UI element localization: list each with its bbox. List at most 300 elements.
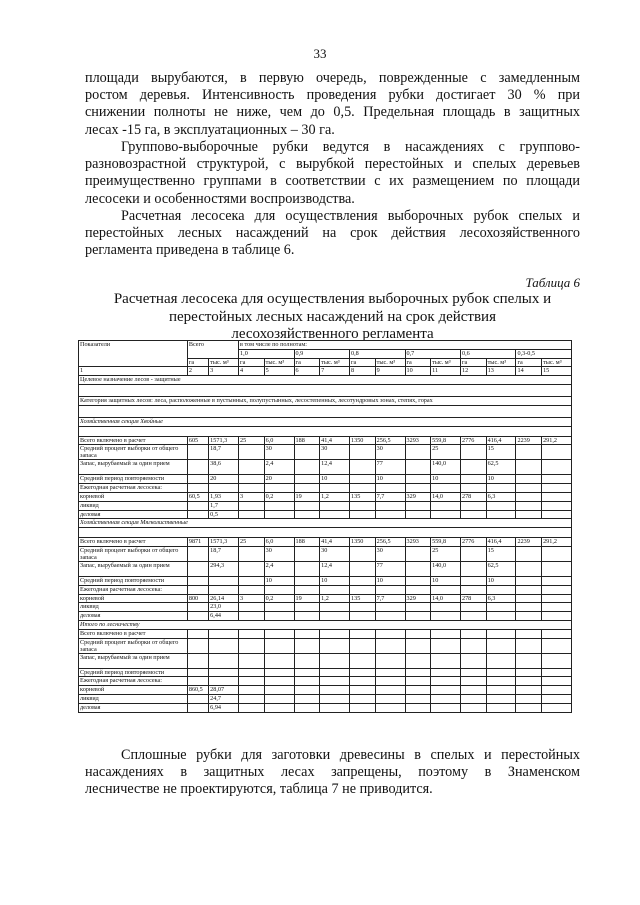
- table-cell: [516, 677, 542, 686]
- table-cell: 25: [431, 445, 461, 460]
- table-cell: [187, 445, 208, 460]
- paragraph-2: [85, 139, 580, 208]
- table-cell: 23,0: [209, 603, 239, 612]
- row-label: Ежегодная расчетная лесосека:: [79, 677, 188, 686]
- table-cell: [187, 703, 208, 712]
- table-cell: 2776: [460, 436, 486, 445]
- table-cell: [516, 484, 542, 493]
- table-cell: [294, 686, 320, 695]
- table-cell: [431, 694, 461, 703]
- table-cell: [294, 460, 320, 475]
- spacer-cell: [79, 384, 572, 396]
- column-number: 3: [209, 367, 239, 376]
- table-cell: [486, 677, 516, 686]
- table-cell: 1,93: [209, 492, 239, 501]
- table-cell: [375, 612, 405, 621]
- table-row: [79, 510, 572, 519]
- table-cell: [375, 694, 405, 703]
- table-row: [79, 653, 572, 668]
- table-cell: [542, 561, 572, 576]
- table-cell: [542, 629, 572, 638]
- table-header-row: [79, 341, 572, 350]
- table-cell: [264, 501, 294, 510]
- table-row: [79, 376, 572, 385]
- table-cell: [320, 484, 350, 493]
- table-cell: [460, 445, 486, 460]
- row-label: Средний процент выборки от общего запаса: [79, 638, 188, 653]
- table-cell: [405, 638, 431, 653]
- table-cell: 800: [187, 594, 208, 603]
- table-cell: [350, 585, 376, 594]
- row-label: корневой: [79, 594, 188, 603]
- table-cell: [264, 686, 294, 695]
- table-cell: 6,44: [209, 612, 239, 621]
- header-unit-cubic: тыс. м³: [209, 358, 239, 367]
- table-row: [79, 445, 572, 460]
- table-cell: [239, 677, 265, 686]
- table-cell: 0,2: [264, 492, 294, 501]
- table-cell: [294, 510, 320, 519]
- table-cell: 3: [239, 492, 265, 501]
- table-cell: [294, 546, 320, 561]
- table-cell: [431, 668, 461, 677]
- table-cell: 1571,3: [209, 538, 239, 547]
- header-unit-ha: га: [516, 358, 542, 367]
- table-cell: 10: [375, 475, 405, 484]
- table-cell: 135: [350, 594, 376, 603]
- table-cell: [239, 445, 265, 460]
- table-title: [85, 291, 580, 344]
- table-cell: [209, 629, 239, 638]
- table-cell: [405, 546, 431, 561]
- column-number: 5: [264, 367, 294, 376]
- table-cell: [516, 703, 542, 712]
- purpose-cell: Целевое назначение лесов - защитные: [79, 376, 572, 385]
- table-cell: [516, 603, 542, 612]
- table-cell: [350, 576, 376, 585]
- table-cell: 278: [460, 492, 486, 501]
- header-unit-cubic: тыс. м³: [486, 358, 516, 367]
- table-cell: [542, 475, 572, 484]
- table-colnum-row: [79, 367, 572, 376]
- table-cell: 291,2: [542, 436, 572, 445]
- table-cell: 2239: [516, 436, 542, 445]
- table-cell: [460, 703, 486, 712]
- row-label: корневой: [79, 686, 188, 695]
- table-cell: 1571,3: [209, 436, 239, 445]
- header-unit-cubic: тыс. м³: [375, 358, 405, 367]
- table-cell: [460, 501, 486, 510]
- header-density: 0,9: [294, 349, 349, 358]
- table-cell: 3: [239, 594, 265, 603]
- table-cell: [209, 638, 239, 653]
- table-row: [79, 426, 572, 436]
- table-cell: [294, 445, 320, 460]
- table-cell: [350, 460, 376, 475]
- text-line: снижении полноты не ниже, чем до 0,5. Предельная площадь в защитных: [85, 104, 580, 121]
- table-cell: [542, 694, 572, 703]
- table-cell: [431, 703, 461, 712]
- table-cell: 6,0: [264, 436, 294, 445]
- text-line: Группово-выборочные рубки ведутся в насаждениях с группово-: [121, 139, 580, 155]
- table-cell: 77: [375, 561, 405, 576]
- table-cell: 30: [264, 445, 294, 460]
- header-unit-ha: га: [405, 358, 431, 367]
- table-cell: [542, 510, 572, 519]
- row-label: Всего включено в расчет: [79, 436, 188, 445]
- row-label: Ежегодная расчетная лесосека:: [79, 585, 188, 594]
- header-density: 1,0: [239, 349, 294, 358]
- table-cell: [405, 694, 431, 703]
- table-cell: 1,7: [209, 501, 239, 510]
- row-label: Всего включено в расчет: [79, 629, 188, 638]
- table-cell: 416,4: [486, 538, 516, 547]
- table-cell: [516, 510, 542, 519]
- column-number: 2: [187, 367, 208, 376]
- table-cell: [320, 668, 350, 677]
- table-title-line: лесохозяйственного регламента: [231, 326, 434, 342]
- table-cell: [542, 492, 572, 501]
- table-cell: [350, 546, 376, 561]
- table-cell: [350, 638, 376, 653]
- table-cell: [431, 653, 461, 668]
- table-cell: [431, 501, 461, 510]
- table-cell: [375, 677, 405, 686]
- table-cell: [187, 546, 208, 561]
- table-cell: [542, 594, 572, 603]
- table-cell: 15: [486, 445, 516, 460]
- table-cell: [320, 653, 350, 668]
- text-line: Сплошные рубки для заготовки древесины в спелых и перестойных: [121, 747, 580, 763]
- table-row: [79, 612, 572, 621]
- table-row: [79, 492, 572, 501]
- table-cell: [350, 484, 376, 493]
- table-cell: [405, 501, 431, 510]
- table-cell: [294, 576, 320, 585]
- table-cell: [405, 510, 431, 519]
- table-cell: 256,5: [375, 538, 405, 547]
- table-cell: [460, 603, 486, 612]
- table-cell: [320, 510, 350, 519]
- table-cell: [294, 475, 320, 484]
- table-cell: 62,5: [486, 561, 516, 576]
- table-cell: [516, 576, 542, 585]
- table-cell: 1350: [350, 436, 376, 445]
- row-label: ликвид: [79, 694, 188, 703]
- table-cell: [431, 603, 461, 612]
- table-cell: [239, 561, 265, 576]
- table-cell: 559,8: [431, 436, 461, 445]
- table-cell: [460, 510, 486, 519]
- table-row: [79, 629, 572, 638]
- table-cell: [187, 612, 208, 621]
- table-cell: [542, 585, 572, 594]
- table-cell: [516, 460, 542, 475]
- table-cell: [350, 501, 376, 510]
- column-number: 12: [460, 367, 486, 376]
- column-number: 11: [431, 367, 461, 376]
- spacer-cell: [79, 528, 572, 538]
- table-cell: [294, 484, 320, 493]
- table-cell: [405, 668, 431, 677]
- table-row: [79, 436, 572, 445]
- spacer-cell: [79, 405, 572, 417]
- table-row: [79, 475, 572, 484]
- table-cell: [460, 546, 486, 561]
- section-title: Хозяйственная секция Мягколиственные: [79, 519, 572, 528]
- paragraph-3: [85, 208, 580, 260]
- table-cell: [187, 561, 208, 576]
- row-label: Запас, вырубаемый за один прием: [79, 653, 188, 668]
- table-cell: [405, 612, 431, 621]
- text-line: преимущественно группами в соответствии с их размещением по площади: [85, 173, 580, 190]
- table-cell: [187, 484, 208, 493]
- table-row: [79, 703, 572, 712]
- table-cell: [460, 585, 486, 594]
- header-unit-ha: га: [350, 358, 376, 367]
- table-cell: [486, 484, 516, 493]
- table-cell: [320, 638, 350, 653]
- table-cell: 559,8: [431, 538, 461, 547]
- table-row: [79, 677, 572, 686]
- table-cell: 18,7: [209, 546, 239, 561]
- table-cell: 329: [405, 594, 431, 603]
- table-cell: [486, 653, 516, 668]
- table-cell: [187, 668, 208, 677]
- table-cell: [405, 585, 431, 594]
- table-cell: [350, 629, 376, 638]
- table-cell: 10: [320, 475, 350, 484]
- table-cell: [350, 475, 376, 484]
- table-cell: [375, 668, 405, 677]
- table-cell: [431, 484, 461, 493]
- table-cell: 188: [294, 436, 320, 445]
- table-cell: [264, 603, 294, 612]
- table-cell: [239, 629, 265, 638]
- row-label: Средний процент выборки от общего запаса: [79, 445, 188, 460]
- table-cell: [542, 501, 572, 510]
- table-row: [79, 384, 572, 396]
- table-cell: [405, 576, 431, 585]
- table-cell: 2239: [516, 538, 542, 547]
- table-cell: [209, 653, 239, 668]
- text-line: перестойных лесных насаждений на срок действия лесохозяйственного: [85, 225, 580, 242]
- table-cell: [431, 686, 461, 695]
- table-cell: [375, 703, 405, 712]
- table-cell: 188: [294, 538, 320, 547]
- text-line: ростом деревья. Интенсивность проведения рубки достигает 30 % при: [85, 87, 580, 104]
- table-cell: 19: [294, 492, 320, 501]
- row-label: Средний период повторяемости: [79, 576, 188, 585]
- table-cell: [516, 638, 542, 653]
- row-label: Запас, вырубаемый за один прием: [79, 460, 188, 475]
- table-cell: [460, 460, 486, 475]
- table-cell: 25: [239, 436, 265, 445]
- table-cell: 41,4: [320, 538, 350, 547]
- column-number: 9: [375, 367, 405, 376]
- header-unit-cubic: тыс. м³: [320, 358, 350, 367]
- table-cell: [460, 653, 486, 668]
- table-cell: [516, 668, 542, 677]
- table-cell: [187, 638, 208, 653]
- text-line: лесничестве не проектируются, таблица 7 не приводится.: [85, 781, 433, 798]
- table-cell: [209, 668, 239, 677]
- table-cell: [294, 703, 320, 712]
- table-cell: [405, 677, 431, 686]
- table-cell: 6,94: [209, 703, 239, 712]
- table-cell: 60,5: [187, 492, 208, 501]
- table-cell: [516, 561, 542, 576]
- table-row: [79, 460, 572, 475]
- table-cell: 2,4: [264, 561, 294, 576]
- column-number: 6: [294, 367, 320, 376]
- table-cell: [486, 703, 516, 712]
- table-cell: [542, 460, 572, 475]
- table-cell: [405, 445, 431, 460]
- table-cell: [264, 668, 294, 677]
- table-cell: [405, 603, 431, 612]
- row-label: деловая: [79, 612, 188, 621]
- header-indicator: Показатели: [79, 341, 188, 367]
- table-cell: 10: [486, 475, 516, 484]
- table-cell: [405, 686, 431, 695]
- table-cell: [431, 629, 461, 638]
- table-cell: 140,0: [431, 561, 461, 576]
- section-title: Итого по лесничеству: [79, 620, 572, 629]
- table-cell: 860,5: [187, 686, 208, 695]
- table-cell: [239, 475, 265, 484]
- paragraph-1: [85, 70, 580, 139]
- row-label: деловая: [79, 703, 188, 712]
- table-cell: [486, 638, 516, 653]
- table-cell: [542, 653, 572, 668]
- table-cell: [294, 668, 320, 677]
- table-cell: [350, 677, 376, 686]
- table-cell: 1350: [350, 538, 376, 547]
- row-label: Средний период повторяемости: [79, 668, 188, 677]
- table-cell: 26,14: [209, 594, 239, 603]
- table-cell: [264, 629, 294, 638]
- table-cell: [486, 686, 516, 695]
- table-cell: 24,7: [209, 694, 239, 703]
- table-cell: [460, 694, 486, 703]
- table-cell: 7,7: [375, 492, 405, 501]
- table-cell: [405, 653, 431, 668]
- table-cell: [405, 703, 431, 712]
- row-label: Ежегодная расчетная лесосека:: [79, 484, 188, 493]
- table-cell: [294, 694, 320, 703]
- table-cell: 6,3: [486, 492, 516, 501]
- table-cell: 62,5: [486, 460, 516, 475]
- table-cell: [516, 694, 542, 703]
- table-cell: 0,5: [209, 510, 239, 519]
- table-cell: [264, 585, 294, 594]
- table-row: [79, 576, 572, 585]
- table-cell: 10: [264, 576, 294, 585]
- table-cell: 20: [264, 475, 294, 484]
- table-cell: [486, 629, 516, 638]
- table-cell: 10: [486, 576, 516, 585]
- header-unit-cubic: тыс. м³: [431, 358, 461, 367]
- table-cell: 135: [350, 492, 376, 501]
- table-title-line: перестойных лесных насаждений на срок действия: [169, 308, 496, 325]
- header-unit-ha: га: [460, 358, 486, 367]
- table-cell: 10: [320, 576, 350, 585]
- table-cell: [209, 576, 239, 585]
- table-cell: [264, 612, 294, 621]
- table-cell: 256,5: [375, 436, 405, 445]
- header-total: Всего: [187, 341, 238, 359]
- table-cell: [431, 677, 461, 686]
- table-cell: [542, 603, 572, 612]
- row-label: Средний период повторяемости: [79, 475, 188, 484]
- table-cell: 6,3: [486, 594, 516, 603]
- table-cell: [239, 612, 265, 621]
- table-cell: [460, 686, 486, 695]
- table-cell: [542, 445, 572, 460]
- table-cell: 12,4: [320, 460, 350, 475]
- table-cell: 2,4: [264, 460, 294, 475]
- header-unit-cubic: тыс. м³: [264, 358, 294, 367]
- text-line: лесах -15 га, в эксплуатационных – 30 га.: [85, 121, 335, 138]
- table-cell: 3293: [405, 538, 431, 547]
- header-incl: в том числе по полнотам:: [239, 341, 572, 350]
- table-cell: [294, 677, 320, 686]
- table-cell: 294,3: [209, 561, 239, 576]
- table-cell: [294, 612, 320, 621]
- table-cell: [239, 546, 265, 561]
- table-cell: [294, 638, 320, 653]
- table-cell: [350, 686, 376, 695]
- table-cell: [516, 475, 542, 484]
- table-cell: [431, 585, 461, 594]
- table-cell: [350, 603, 376, 612]
- table-cell: [239, 460, 265, 475]
- table-cell: 6,0: [264, 538, 294, 547]
- column-number: 4: [239, 367, 265, 376]
- table-cell: [209, 484, 239, 493]
- table-cell: [187, 510, 208, 519]
- table-cell: [264, 484, 294, 493]
- table-cell: [187, 629, 208, 638]
- table-6: [78, 340, 572, 713]
- column-number: 10: [405, 367, 431, 376]
- table-cell: [516, 546, 542, 561]
- table-cell: [320, 629, 350, 638]
- header-density: 0,3-0,5: [516, 349, 572, 358]
- table-cell: [320, 694, 350, 703]
- table-cell: 329: [405, 492, 431, 501]
- table-cell: [294, 561, 320, 576]
- table-cell: [375, 603, 405, 612]
- table-cell: [460, 677, 486, 686]
- table-cell: [542, 612, 572, 621]
- table-cell: [431, 612, 461, 621]
- table-cell: [375, 638, 405, 653]
- header-unit-ha: га: [187, 358, 208, 367]
- table-cell: [375, 629, 405, 638]
- table-cell: [460, 638, 486, 653]
- table-cell: [516, 445, 542, 460]
- page-number: 33: [313, 46, 327, 61]
- text-line: разновозрастной структурой, с вырубкой перестойных и спелых деревьев: [85, 156, 580, 173]
- table-cell: 1,2: [320, 594, 350, 603]
- table-cell: 10: [431, 576, 461, 585]
- table-cell: [516, 501, 542, 510]
- table-row: [79, 638, 572, 653]
- table-cell: [460, 475, 486, 484]
- table-cell: 3293: [405, 436, 431, 445]
